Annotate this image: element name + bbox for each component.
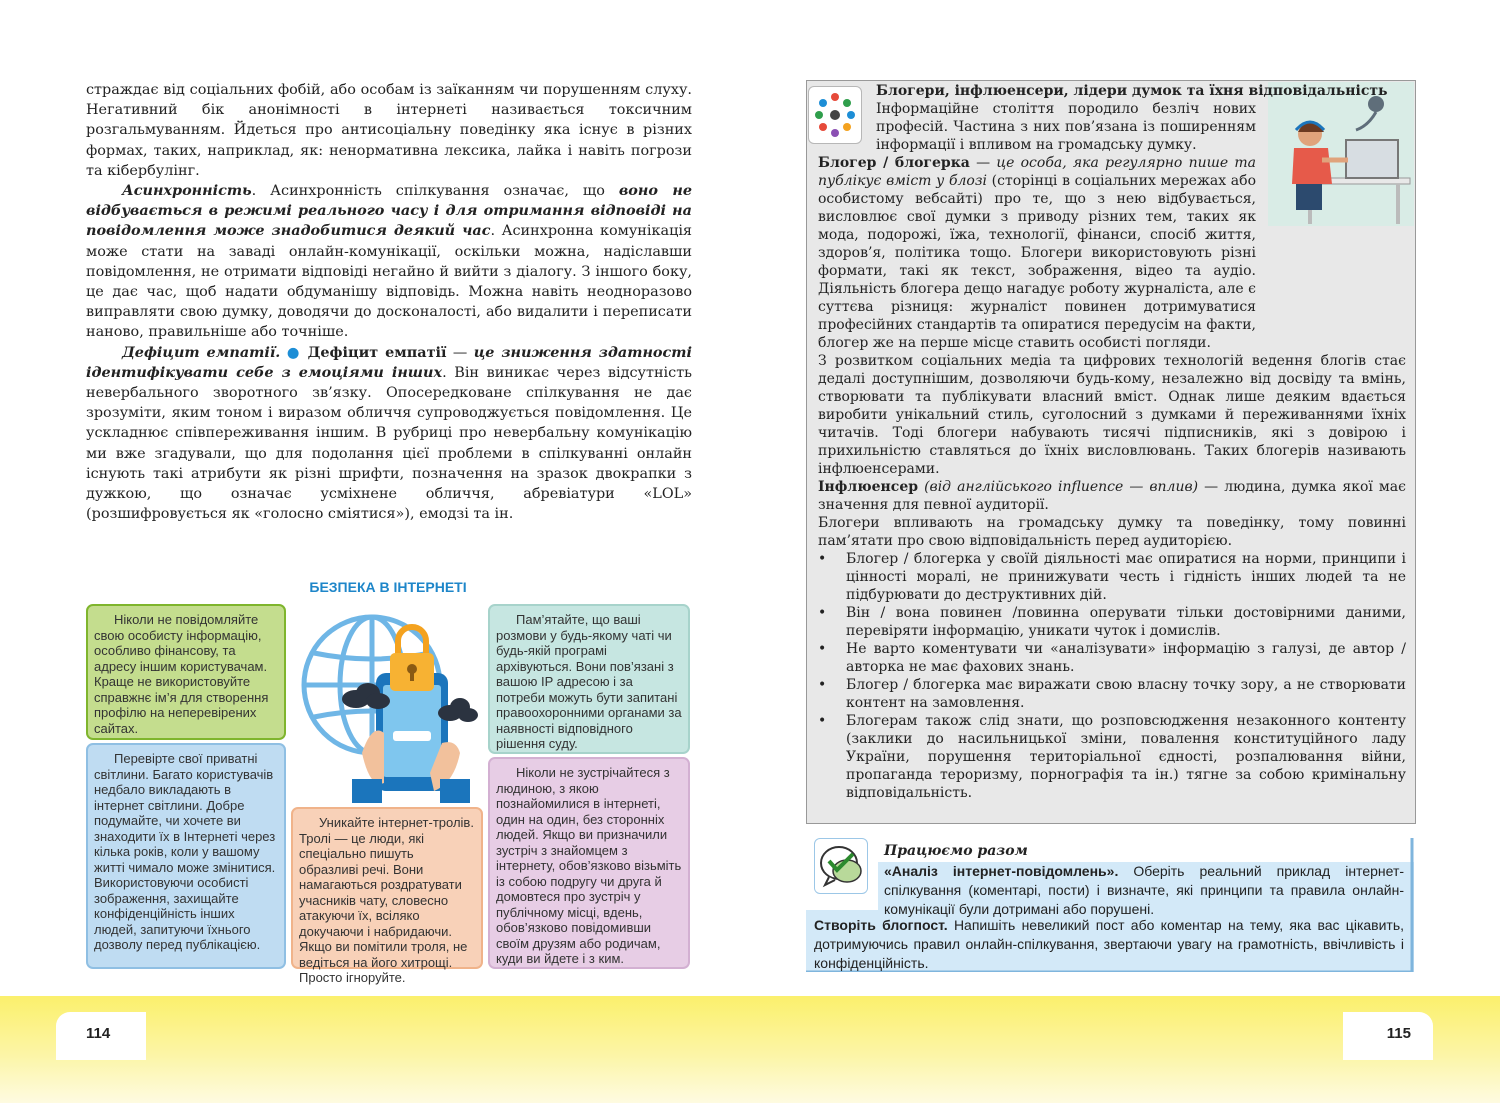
work-together-box bbox=[806, 836, 1416, 972]
page-footer bbox=[0, 996, 1500, 1103]
paragraph-anonymity: страждає від соціальних фобій, або особам із заїканням чи порушенням слуху. Негативний бік анонімності в інтернеті називається токсичним розгальмуванням. Йдеться про антисоціальну поведінку яка існує в різних формах, таких, наприклад, як: ненормативна лексика, лайка і навіть погрози та кібербулінг. bbox=[86, 82, 692, 179]
term-blogger: Блогер / блогерка bbox=[818, 155, 970, 171]
right-column bbox=[818, 82, 1406, 802]
text-segment: — bbox=[969, 155, 997, 171]
list-item bbox=[818, 604, 1406, 640]
list-item-text: Він / вона повинен /повинна оперувати тільки достовірними даними, перевіряти інформацію, уникати чуток і домислів. bbox=[846, 605, 1406, 639]
list-item bbox=[818, 550, 1406, 604]
tip-text: Ніколи не повідомляйте свою особисту інформацію, особливо фінансову, та адресу іншим користувачам. Краще не використовуйте справжнє ім’я для створення профілю на неперевірених сайтах. bbox=[94, 612, 269, 736]
globe-phone-lock-illustration bbox=[292, 603, 484, 803]
page-number-right: 115 bbox=[1343, 1012, 1433, 1060]
bullet-icon: • bbox=[818, 605, 827, 621]
text-segment: . Асинхронна комунікація може стати на заваді онлайн-комунікації, оскільки можна, надіславши повідомлення, не отримати відповіді негайно й вийти з діалогу. З іншого боку, це дає час, щоб надати обдуманішу відповідь. Можна навіть неодноразово виправляти свою думку, доводячи до досконалості, або видалити і переписати наново, правильніше або точніше. bbox=[86, 223, 693, 341]
task-text: Напишіть невеликий пост або коментар на тему, яка вас цікавить, дотримуючись правил онлайн-спілкування, звертаючи увагу на грамотність, ввічливість і конфіденційність. bbox=[814, 917, 1405, 971]
definition-italic: це особа, яка регулярно пише та публікує вміст у блозі bbox=[818, 155, 1257, 189]
tip-box-personal-info bbox=[86, 604, 286, 740]
task-title: «Аналіз інтернет-повідомлень». bbox=[884, 863, 1119, 879]
list-item-text: Блогерам також слід знати, що розповсюдження незаконного контенту (заклики до насильницької зміни, повалення конституційного ладу України, порушення територіальної єдності, розпалювання війни, пропаганда тероризму, порнографія та ін.) тягне за собою кримінальну відповідальність. bbox=[846, 713, 1406, 801]
tip-text: Пам’ятайте, що ваші розмови у будь-якому чаті чи будь-якій програмі архівуються. Вони пов’язані з вашою IP адресою і за потреби можуть бути запитані правоохоронними органами за наявності відповідного рішення суду. bbox=[496, 612, 682, 751]
bullet-icon: • bbox=[818, 677, 827, 693]
paragraph-asynchrony bbox=[86, 181, 692, 343]
responsibility-list bbox=[818, 550, 1406, 802]
tip-box-meetings bbox=[488, 757, 690, 969]
tip-box-chats-archived bbox=[488, 604, 690, 754]
definition-italic: (від англійського influence — вплив) bbox=[918, 479, 1199, 495]
internet-safety-infographic bbox=[84, 573, 692, 985]
term-empathy-bold: Дефіцит емпатії bbox=[307, 343, 447, 361]
tip-box-photos bbox=[86, 743, 286, 969]
list-item bbox=[818, 712, 1406, 802]
task-text: Оберіть реальний приклад інтернет-спілкування (коментарі, пости) і визначте, які принципи та правила онлайн-комунікації були дотримані або порушені. bbox=[884, 863, 1405, 917]
list-item-text: Блогер / блогерка у своїй діяльності має опиратися на норми, принципи і цінності моралі, не принижувати честь і гідність інших людей та не підбурювати до деструктивних дій. bbox=[846, 551, 1406, 603]
tip-text: Уникайте інтернет-тролів. Тролі — це люди, які спеціально пишуть образливі речі. Вони намагаються роздратувати учасників чату, словесно атакуючи їх, всіляко докучаючи і набридаючи. Якщо ви помітили троля, не ведіться на його хитрощі. Просто ігноруйте. bbox=[299, 815, 474, 985]
page-number-left: 114 bbox=[56, 1012, 146, 1060]
term-influencer: Інфлюенсер bbox=[818, 479, 919, 495]
bullet-icon: • bbox=[818, 551, 827, 567]
text-segment: (сторінці в соціальних мережах або особистому вебсайті) про те, що з нею відбувається, висловлює свої думки з приводу різних тем, таких як мода, подорожі, їжа, технології, фінанси, спосіб життя, здоров’я, політика тощо. Блогери використовують різні формати, такі як текст, зображення, відео та аудіо. Діяльність блогера дещо нагадує роботу журналіста, але є суттєва різниця: журналіст повинен дотримуватися професійних стандартів та опиратися передусім на факти, блогер же на перше місце ставить особисті погляди. bbox=[818, 173, 1256, 351]
work-heading: Працюємо разом bbox=[884, 843, 1028, 859]
text-segment: . Асинхронність спілкування означає, що bbox=[251, 183, 619, 200]
paragraph-development: З розвитком соціальних медіа та цифрових технологій ведення блогів стає дедалі доступнішим, дозволяючи будь-кому, незалежно від досвіду та вмінь, створювати та публікувати власний вміст. Однак лише деяким вдається виробити унікальний стиль, суголосний з думками й переживаннями їхніх читачів. Тоді блогери набувають тисячі підписників, які з довірою і прихильністю ставляться до їхніх висловлювань. Таких блогерів називають інфлюенсерами. bbox=[818, 353, 1406, 477]
term-empathy: Дефіцит емпатії. bbox=[122, 343, 281, 361]
intro-text: Інформаційне століття породило безліч нових професій. Частина з них пов’язана із поширенням інформації і впливом на громадську думку. bbox=[876, 101, 1256, 153]
infographic-title: БЕЗПЕКА В ІНТЕРНЕТІ bbox=[309, 579, 467, 595]
blue-dot-icon: ● bbox=[286, 344, 302, 361]
tip-text: Перевірте свої приватні світлини. Багато користувачів недбало викладають в інтернет світлини. Добре подумайте, чи хочете ви знаходити їх в Інтернеті через кілька років, коли у вашому житті чимало може змінитися. Використовуючи особисті зображення, захищайте конфіденційність інших людей, запитуючи їхнього дозволу перед публікацією. bbox=[94, 751, 276, 952]
checkmark-chat-icon bbox=[814, 838, 868, 894]
paragraph-empathy bbox=[86, 343, 692, 525]
padlock-icon bbox=[390, 627, 434, 691]
list-item bbox=[818, 676, 1406, 712]
bullet-icon: • bbox=[818, 713, 827, 729]
definition-italic: воно не відбувається в режимі реального часу і для отримання відповіді на повідомлення може знадобитися деякий час bbox=[86, 182, 692, 240]
text-segment: . Він виникає через відсутність невербального зворотного зв’язку. Опосередковане спілкування не дає зрозуміти, яким тоном і виразом обличчя супроводжується повідомлення. Це ускладнює співпереживання іншим. В рубриці про невербальну комунікацію ми вже згадували, що для подолання цієї проблеми в спілкуванні онлайн існують такі атрибути як різні шрифти, позначення на зразок двокрапки з дужкою, що означає усміхнене обличчя, абревіатури «LOL» (розшифровується як «голосно сміятися»), емодзі та ін. bbox=[86, 364, 692, 523]
paragraph-blogger bbox=[818, 154, 1256, 352]
list-item-text: Не варто коментувати чи «аналізувати» інформацію з галузі, де автор / авторка не має фахових знань. bbox=[846, 641, 1406, 675]
list-item bbox=[818, 640, 1406, 676]
tip-text: Ніколи не зустрічайтеся з людиною, з якою познайомилися в інтернеті, один на один, без сторонніх людей. Якщо ви призначили зустріч з знайомцем з інтернету, обов’язково візьміть із собою подругу чи друга й домовтеся про зустріч у публічному місці, вдень, обов’язково повідомивши своїм друзям або родичам, куди ви йдете і з ким. bbox=[496, 765, 682, 966]
paragraph-influencer bbox=[818, 478, 1406, 514]
list-item-text: Блогер / блогерка має виражати свою власну точку зору, а не створювати контент на замовлення. bbox=[846, 677, 1406, 711]
task-analysis bbox=[884, 862, 1404, 919]
term-asynchrony: Асинхронність bbox=[122, 182, 252, 200]
paragraph-responsibility: Блогери впливають на громадську думку та поведінку, тому повинні пам’ятати про свою відповідальність перед аудиторією. bbox=[818, 515, 1406, 549]
text-segment: — людина, думка якої має значення для певної аудиторії. bbox=[818, 479, 1406, 513]
definition-italic: це зниження здатності ідентифікувати себе з емоціями інших bbox=[86, 343, 692, 381]
tip-box-trolls bbox=[291, 807, 483, 985]
left-column bbox=[86, 80, 692, 524]
paragraph-intro-part bbox=[818, 100, 1256, 154]
section-title: Блогери, інфлюенсери, лідери думок та їхня відповідальність bbox=[876, 83, 1388, 99]
text-segment: — bbox=[446, 344, 474, 361]
task-title: Створіть блогпост. bbox=[814, 917, 948, 933]
task-blogpost bbox=[814, 916, 1404, 973]
bullet-icon: • bbox=[818, 641, 827, 657]
